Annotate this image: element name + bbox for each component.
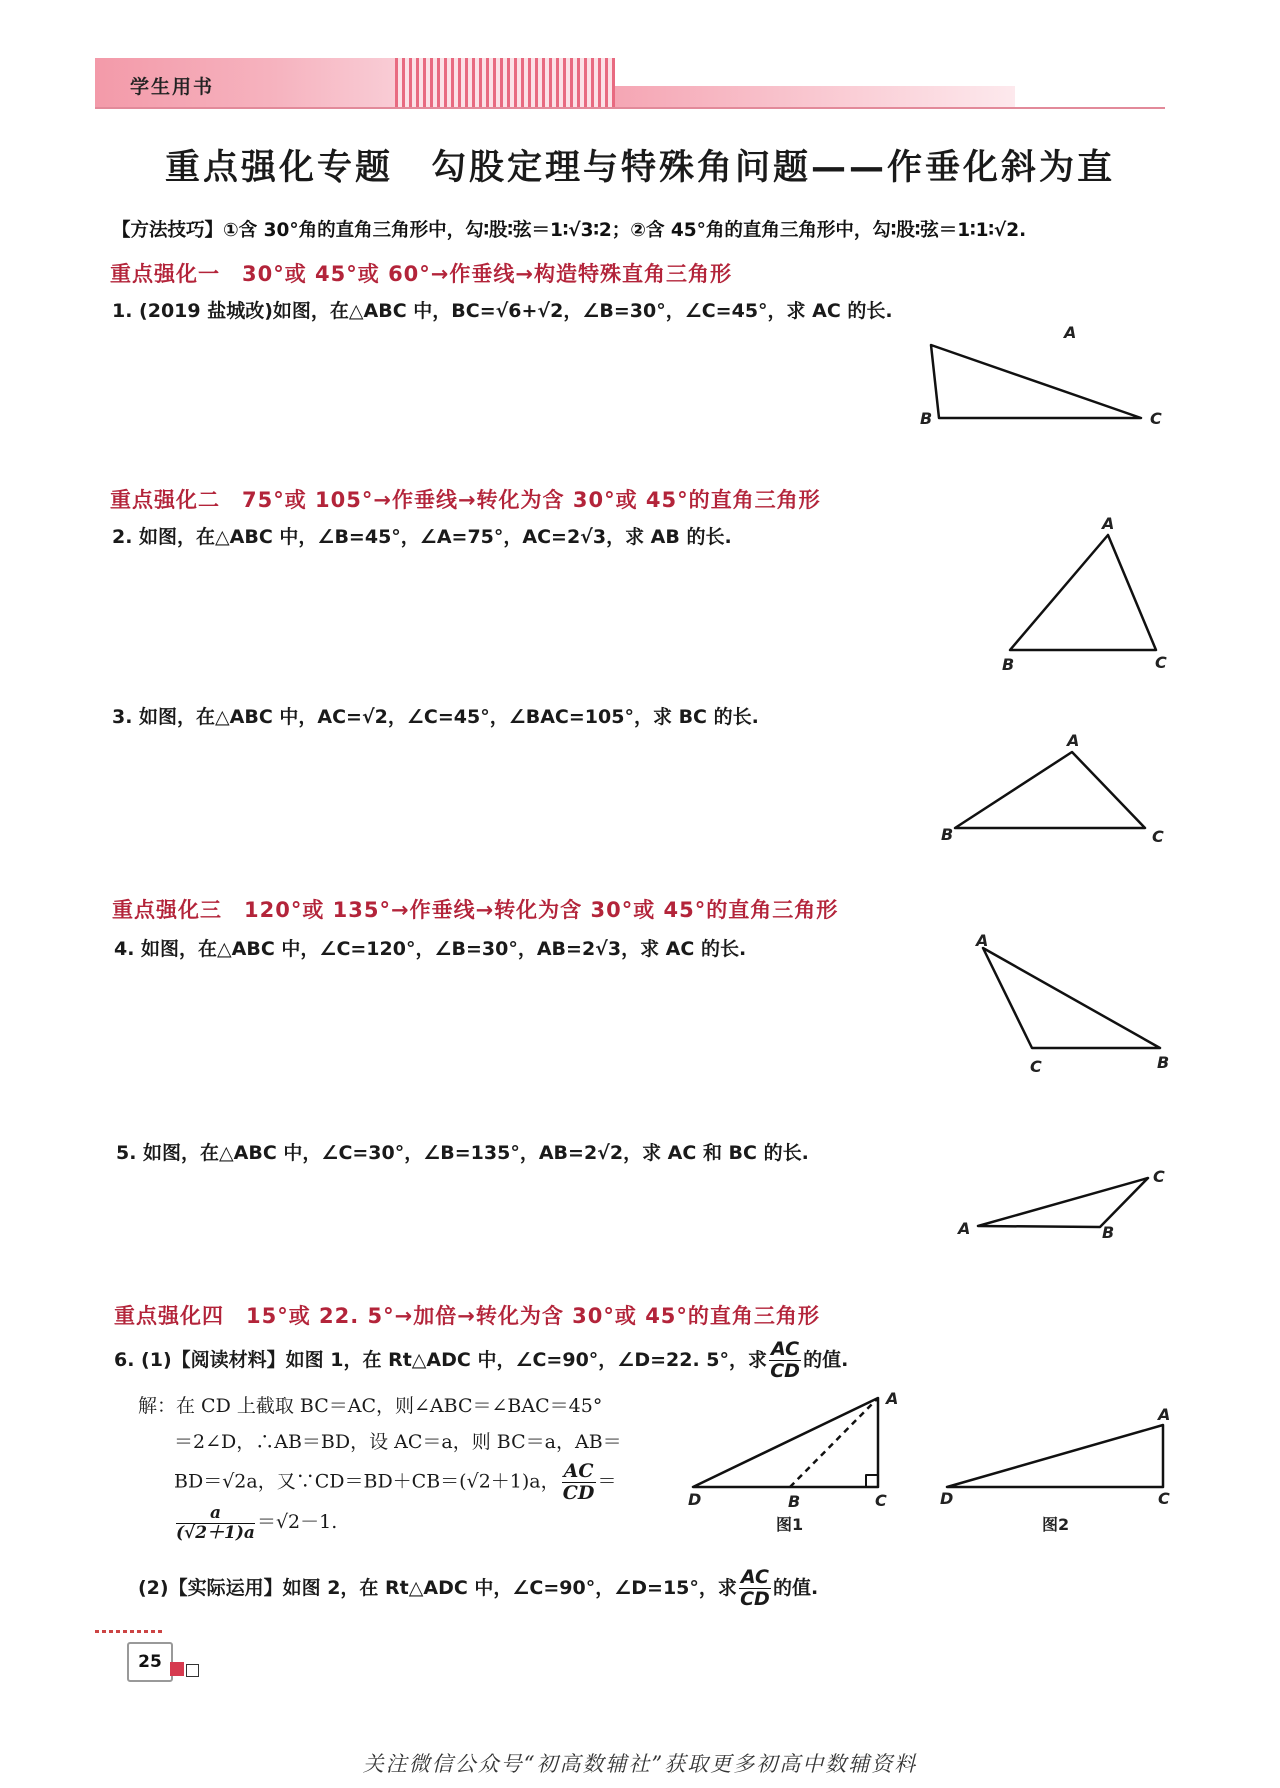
label-q2-C: C [1155,653,1167,672]
fraction-ac-over-cd: $\frac{AC}{CD}$ [770,1338,800,1382]
q6-1-text: 6. (1)【阅读材料】如图 1，在 Rt△ADC 中，∠C=90°，∠D=22. 5°，求 [114,1349,768,1371]
label-q4-C: C [1030,1057,1042,1076]
label-fig2-C: C [1158,1489,1170,1508]
label-q1-C: C [1150,409,1162,428]
footer-dotted-rule [95,1630,165,1633]
solution-line-4: $\frac{a}{(√2+1)a}$ ＝√2－1. [176,1502,338,1543]
label-q2-A: A [1102,514,1115,533]
triangle-q1 [931,345,1141,418]
label-q4-B: B [1157,1053,1170,1072]
question-5: 5. 如图，在△ABC 中，∠C=30°，∠B=135°，AB=2√2，求 AC 和 BC 的长. [116,1142,809,1164]
page-number-accent [170,1662,184,1676]
fraction-ac-over-cd-solution: $\frac{AC}{CD}$ [562,1460,595,1504]
question-4: 4. 如图，在△ABC 中，∠C=120°，∠B=30°，AB=2√3，求 AC 的长. [114,938,747,960]
section-4-heading: 重点强化四 15°或 22. 5°→加倍→转化为含 30°或 45°的直角三角形 [114,1304,820,1328]
triangle-q2 [1010,535,1156,650]
solution-line-2: ＝2∠D，∴AB＝BD，设 AC＝a，则 BC＝a，AB＝ [174,1431,622,1453]
label-fig1-A: A [886,1389,899,1408]
solution-line-3: BD＝√2a，又∵CD＝BD＋CB＝(√2＋1)a， $\frac{AC}{CD}$ ＝ [174,1460,617,1504]
fraction-ac-over-cd-2: $\frac{AC}{CD}$ [740,1566,770,1610]
triangle-q5 [978,1178,1148,1227]
label-q3-B: B [941,825,954,844]
label-fig1-B: B [788,1492,801,1511]
question-1: 1. (2019 盐城改)如图，在△ABC 中，BC=√6+√2，∠B=30°，∠C=45°，求 AC 的长. [112,300,893,322]
section-3-heading: 重点强化三 120°或 135°→作垂线→转化为含 30°或 45°的直角三角形 [112,898,839,922]
triangle-q3 [955,752,1145,828]
label-fig2-D: D [940,1489,954,1508]
question-2: 2. 如图，在△ABC 中，∠B=45°，∠A=75°，AC=2√3，求 AB 的长. [112,526,732,548]
page-number-box [186,1664,199,1677]
label-fig1-D: D [688,1490,702,1509]
label-q4-A: A [976,931,989,950]
header-label: 学生用书 [130,76,215,98]
fraction-a-over-expr: $\frac{a}{(√2+1)a}$ [176,1502,255,1543]
section-2-heading: 重点强化二 75°或 105°→作垂线→转化为含 30°或 45°的直角三角形 [110,488,821,512]
question-3: 3. 如图，在△ABC 中，AC=√2，∠C=45°，∠BAC=105°，求 BC 的长. [112,706,759,728]
section-1-heading: 重点强化一 30°或 45°或 60°→作垂线→构造特殊直角三角形 [110,262,732,286]
label-q3-C: C [1152,827,1164,846]
label-q5-A: A [958,1219,971,1238]
q6-2-suffix: 的值. [772,1577,819,1599]
caption-fig2: 图2 [1042,1515,1070,1534]
label-q3-A: A [1067,731,1080,750]
triangle-fig1 [693,1398,878,1487]
q6-2-text: (2)【实际运用】如图 2，在 Rt△ADC 中，∠C=90°，∠D=15°，求 [138,1577,737,1599]
page-number: 25 [127,1642,173,1682]
solution-line-1: 解：在 CD 上截取 BC＝AC，则∠ABC＝∠BAC＝45° [138,1395,603,1417]
caption-fig1: 图1 [776,1515,804,1534]
triangle-fig2 [947,1425,1163,1487]
label-fig2-A: A [1158,1405,1171,1424]
label-q1-A: A [1064,323,1077,342]
page-title: 重点强化专题 勾股定理与特殊角问题——作垂化斜为直 [164,148,1115,188]
footer-note: 关注微信公众号“初高数辅社”获取更多初高中数辅资料 [362,1752,918,1776]
label-q5-C: C [1153,1167,1165,1186]
method-tip: 【方法技巧】①含 30°角的直角三角形中，勾∶股∶弦＝1∶√3∶2；②含 45°角的直角三角形中，勾∶股∶弦＝1∶1∶√2. [112,220,1027,241]
label-fig1-C: C [875,1491,887,1510]
label-q5-B: B [1102,1223,1115,1242]
triangle-q4 [983,948,1160,1048]
right-angle-mark-fig1 [866,1475,878,1487]
label-q2-B: B [1002,655,1015,674]
label-q1-B: B [920,409,933,428]
dashed-segment-ab [790,1398,878,1487]
q6-1-suffix: 的值. [803,1349,849,1371]
